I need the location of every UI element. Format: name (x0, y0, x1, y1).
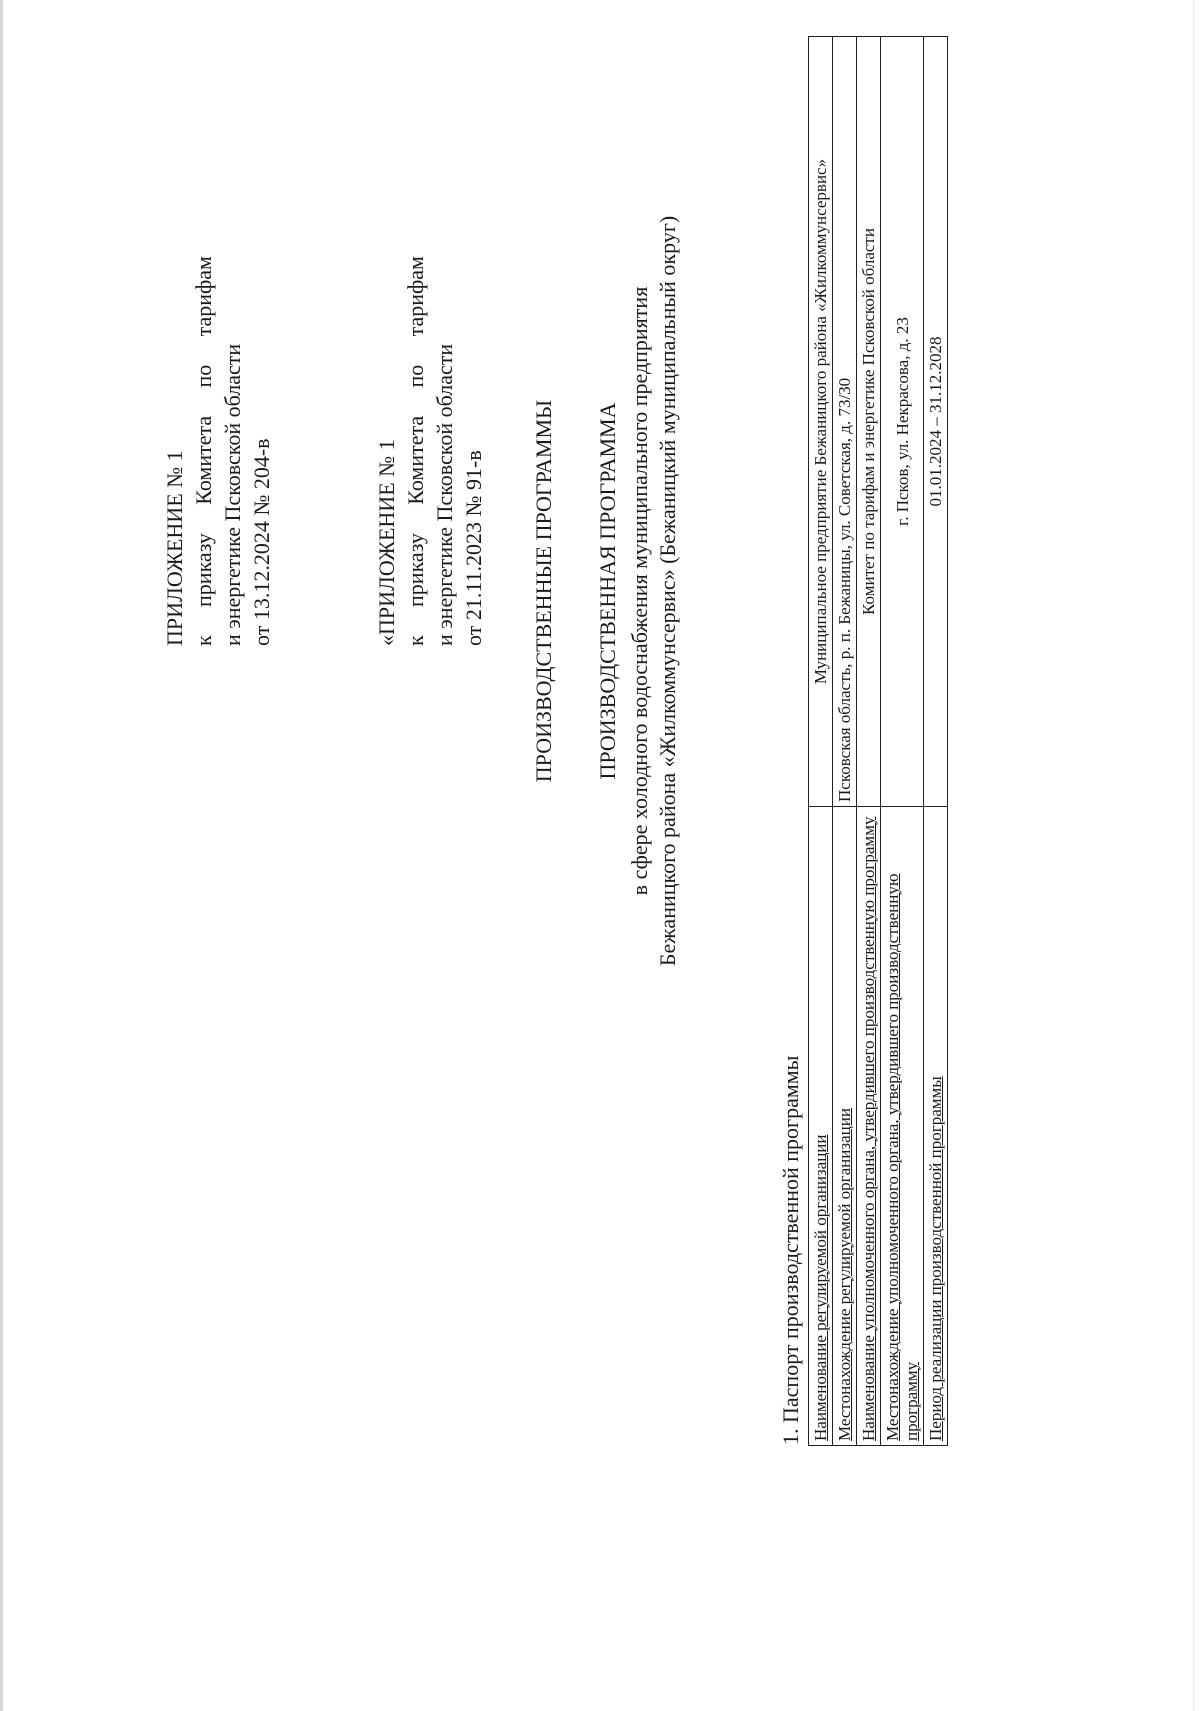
passport-table (808, 36, 948, 1446)
appendix-previous-line1 (401, 256, 430, 646)
table-row (809, 37, 833, 1446)
appendix-previous-title: «ПРИЛОЖЕНИЕ № 1 (374, 439, 399, 646)
row-value: Комитет по тарифам и энергетике Псковской области (857, 37, 881, 807)
appendix-previous (372, 256, 488, 646)
word: тарифам (403, 256, 428, 337)
word: к (403, 635, 428, 646)
row-label: Местонахождение уполномоченного органа, утвердившего производственную программу (881, 807, 924, 1446)
table-row (857, 37, 881, 1446)
word: Комитета (191, 415, 216, 505)
table-row (833, 37, 857, 1446)
row-value: г. Псков, ул. Некрасова, д. 23 (881, 37, 924, 807)
appendix-current-line3: от 13.12.2024 № 204-в (249, 438, 274, 646)
appendix-current-line1 (189, 256, 218, 646)
appendix-current (160, 256, 276, 646)
word: Комитета (403, 415, 428, 505)
heading-sub: ПРОИЗВОДСТВЕННАЯ ПРОГРАММА (595, 402, 620, 780)
appendix-current-title: ПРИЛОЖЕНИЕ № 1 (162, 450, 187, 646)
row-label: Наименование регулируемой организации (809, 807, 833, 1446)
passport-title: 1. Паспорт производственной программы (778, 1055, 803, 1445)
word: приказу (191, 533, 216, 607)
word: по (191, 364, 216, 388)
row-value: 01.01.2024 – 31.12.2028 (924, 37, 948, 807)
heading-main: ПРОИЗВОДСТВЕННЫЕ ПРОГРАММЫ (531, 399, 556, 783)
row-label: Местонахождение регулируемой организации (833, 807, 857, 1446)
row-label: Наименование уполномоченного органа, утвердившего производственную программу (857, 807, 881, 1446)
appendix-previous-line2: и энергетике Псковской области (432, 343, 457, 646)
row-value: Псковская область, р. п. Бежаницы, ул. Советская, д. 73/30 (833, 37, 857, 807)
appendix-previous-line3: от 21.11.2023 № 91-в (461, 450, 486, 646)
word: к (191, 635, 216, 646)
word: приказу (403, 533, 428, 607)
heading-desc-2: Бежаницкого района «Жилкоммунсервис» (Бежаницкий муниципальный округ) (655, 215, 680, 967)
row-label: Период реализации производственной программы (924, 807, 948, 1446)
word: по (403, 364, 428, 388)
table-row (924, 37, 948, 1446)
word: тарифам (191, 256, 216, 337)
row-value: Муниципальное предприятие Бежаницкого района «Жилкоммунсервис» (809, 37, 833, 807)
table-row (881, 37, 924, 1446)
heading-desc-1: в сфере холодного водоснабжения муниципального предприятия (627, 286, 652, 896)
appendix-current-line2: и энергетике Псковской области (220, 343, 245, 646)
